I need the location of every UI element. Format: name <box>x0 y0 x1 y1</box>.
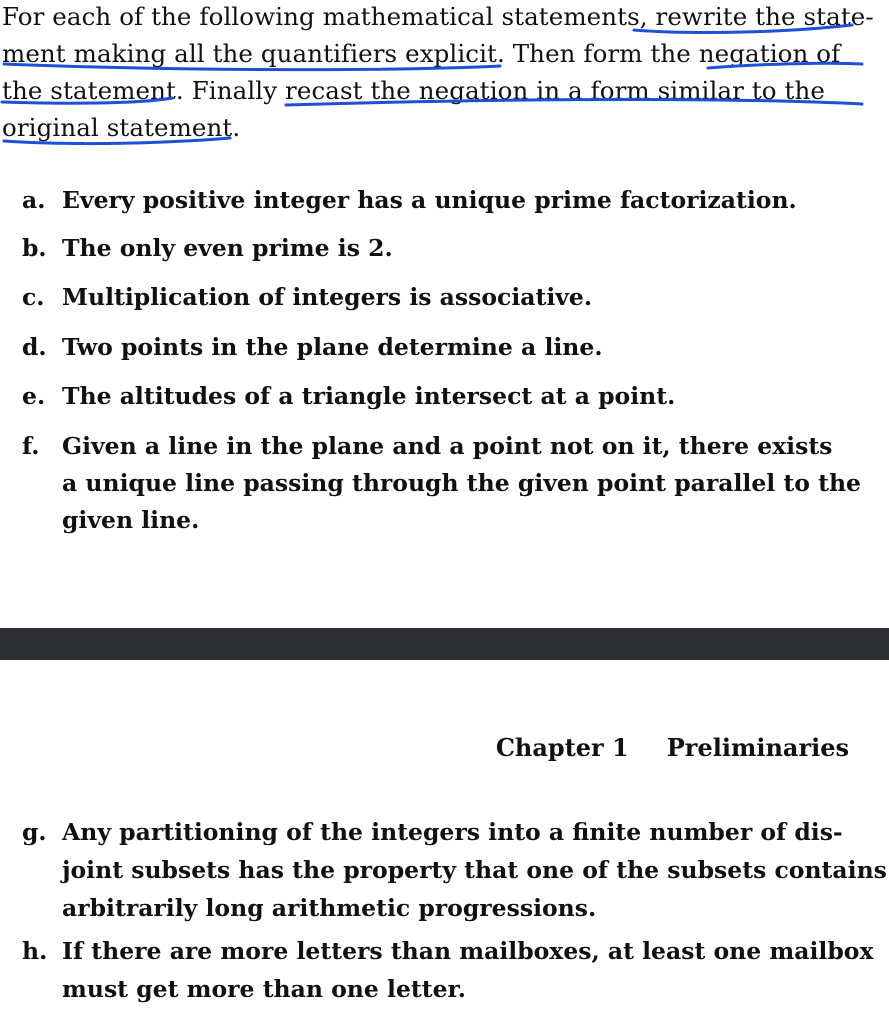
item-text-h-2: must get more than one letter. <box>62 975 466 1003</box>
item-label-e: e. <box>22 382 46 410</box>
item-text-g-2: joint subsets has the property that one of the subsets contains <box>62 856 887 884</box>
list-item-e <box>22 382 675 410</box>
item-text-g-3: arbitrarily long arithmetic progressions. <box>62 894 597 922</box>
item-text-g-1: Any partitioning of the integers into a finite number of dis- <box>62 818 843 846</box>
running-header <box>496 733 849 762</box>
list-item-d <box>22 333 603 361</box>
page-bottom <box>0 660 889 1024</box>
item-text-a: Every positive integer has a unique prime factorization. <box>62 186 797 214</box>
item-text-f-1: Given a line in the plane and a point not on it, there exists <box>62 432 833 460</box>
list-item-a <box>22 186 797 214</box>
item-text-d: Two points in the plane determine a line. <box>62 333 603 361</box>
item-text-h-1: If there are more letters than mailboxes, at least one mailbox <box>62 937 874 965</box>
intro-line-3: the statement. Finally recast the negation in a form similar to the <box>2 76 825 105</box>
item-label-d: d. <box>22 333 47 361</box>
item-text-c: Multiplication of integers is associative. <box>62 283 593 311</box>
list-item-h <box>22 937 873 965</box>
item-label-b: b. <box>22 234 47 262</box>
list-item-c <box>22 283 592 311</box>
list-item-b <box>22 234 393 262</box>
item-text-f-3: given line. <box>62 506 200 534</box>
page-separator <box>0 628 889 660</box>
list-item-g <box>22 818 843 846</box>
item-text-f-2: a unique line passing through the given point parallel to the <box>62 469 861 497</box>
intro-line-1: For each of the following mathematical statements, rewrite the state- <box>2 2 874 31</box>
item-text-e: The altitudes of a triangle intersect at a point. <box>62 382 676 410</box>
intro-line-2: ment making all the quantifiers explicit. Then form the negation of <box>2 39 841 68</box>
item-label-h: h. <box>22 937 48 965</box>
chapter-title: Preliminaries <box>666 733 849 762</box>
item-label-c: c. <box>22 283 45 311</box>
intro-line-4: original statement. <box>2 113 241 142</box>
item-text-b: The only even prime is 2. <box>62 234 393 262</box>
item-label-g: g. <box>22 818 47 846</box>
item-label-f: f. <box>22 432 40 460</box>
chapter-number: Chapter 1 <box>495 733 629 762</box>
item-label-a: a. <box>22 186 46 214</box>
list-item-f <box>22 432 832 460</box>
